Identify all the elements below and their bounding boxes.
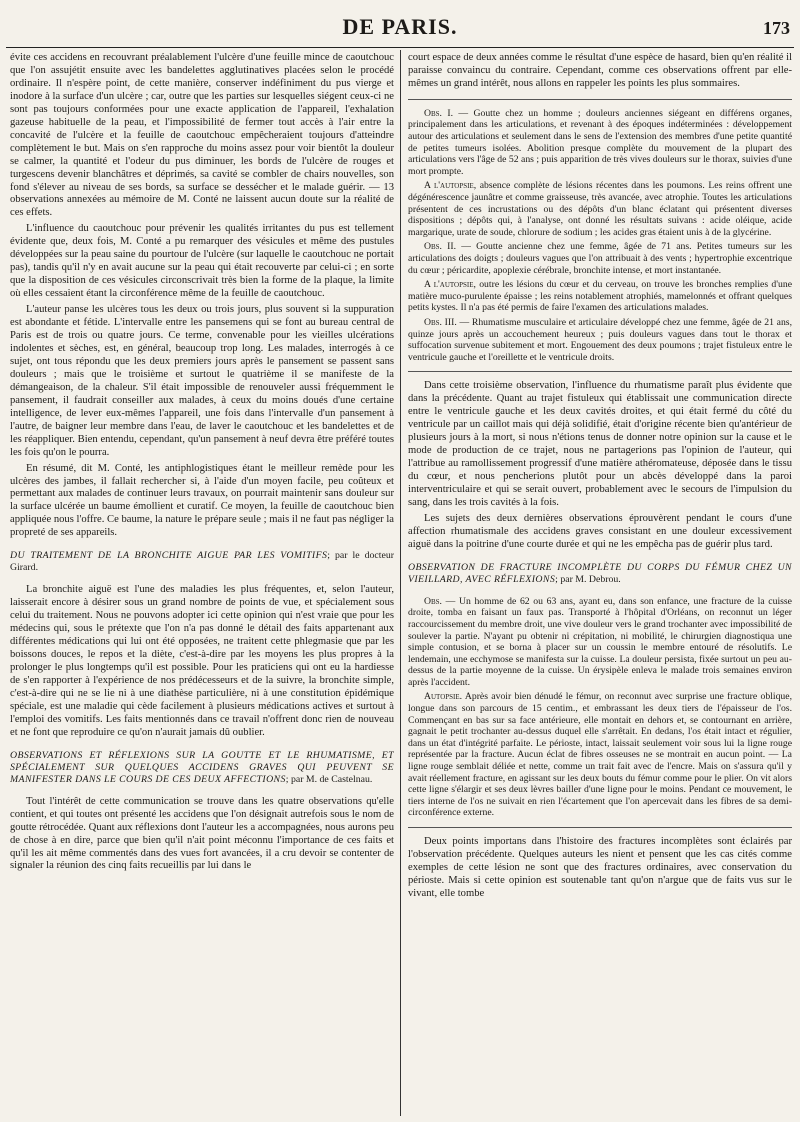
column-divider [400,50,401,1116]
section-author: ; par le docteur Girard. [10,550,394,574]
obs-text: — Goutte chez un homme ; douleurs anciennes siégeant en différens organes, principalement dans les articulations, et revenant à des époques indéterminées : développement autour des articulations et seulement dans le sens de l'extension des membres d'une petite quantité de petites tumeurs isolées. Abolition presque complète du mouvement de la plupart des articulations vers l'âge de 52 ans ; puis apparition de très vives douleurs sur le thorax, suivies d'une mort prompte. [408,107,792,177]
section-heading-bronchite [10,550,394,574]
obs-text: — Un homme de 62 ou 63 ans, ayant eu, dans son enfance, une fracture de la cuisse droite, tomba en faisant un faux pas. Transporté à l'hôpital d'Orléans, on reconnut un léger raccourcissement du membre droit, une vive douleur vers le grand trochanter avec impossibilité de soulever la partie. N'ayant pu obtenir ni crépitation, ni mobilité, le chirurgien diagnostiqua une simple contusion, et se borna à placer sur un coussin le membre entouré de résolutifs. Le lendemain, une ecchymose se manifesta sur la cuisse. La douleur persista, fixée surtout un peu au-dessus de la partie moyenne de la cuisse. Un érysipèle enleva le malade trois semaines environ après l'accident. [408,595,792,688]
autopsy-text: , absence complète de lésions récentes dans les poumons. Les reins offrent une dégénérescence jaunâtre et comme graisseuse, très avancée, avec atrophie. Toutes les articulations présentent de ces incrustations ou des dépôts d'un blanc éclatant qui présentent diverses dispositions ; dépôts qui, à l'analyse, ont donné les résultats suivans : acide oléique, acide margarique, urate de soude, chlorure de sodium ; les acides gras étaient unis à de la glycérine. [408,180,792,238]
observation-3 [408,317,792,363]
paragraph: court espace de deux années comme le résultat d'une espèce de hasard, bien qu'en réalité il paraisse convaincu du contraire. Cependant, comme ces observations offrent par elle-mêmes un grand intérêt, nous allons en rappeler les points les plus sommaires. [408,52,792,89]
paragraph: L'auteur panse les ulcères tous les deux ou trois jours, plus souvent si la suppuration est abondante et fétide. L'intervalle entre les pansemens qui se font au bureau central de Paris est de trois ou quatre jours. Ce terme, convenable pour les vieilles ulcérations indolentes et sèches, est, en général, beaucoup trop long. Les malades, interrogés à ce sujet, ont tous répondu que les deux premiers jours après le pansement se passent sans douleurs ; mais que le troisième et surtout le quatrième il se manifeste de la démangeaison, de la chaleur. S'il était impossible de renouveler aussi fréquemment le pansement, il faudrait conseiller aux malades, à ceux du moins doués d'une certaine intelligence, de lever eux-mêmes l'appareil, une fois dans l'intervalle d'un pansement à l'autre, de baigner leur membre dans l'eau, de laver le caoutchouc et les bandelettes et de les réappliquer. Bien entendu, cependant, qu'un pansement à neuf devra être préféré toutes les fois qu'on le pourra. [10,304,394,458]
obs-text: — Rhumatisme musculaire et articulaire développé chez une femme, âgée de 21 ans, quinze jours après un accouchement heureux ; puis douleurs vagues dans tout le thorax et suffocation survenue subitement et mort. Engouement des deux poumons ; trajet fistuleux entre le ventricule gauche et l'oreillette et le ventricule droits. [408,316,792,363]
autopsy-3 [408,691,792,819]
obs-label: Obs. II. [424,241,457,253]
paragraph: évite ces accidens en recouvrant préalablement l'ulcère d'une feuille mince de caoutchouc que l'on assujétit ensuite avec les bandelettes agglutinatives placées selon le procédé ordinaire. Il n'espère point, de cette manière, conserver indéfiniment du pus vierge et inodore à la surface d'un ulcère ; car, outre que les parties sur lesquelles siégent ceux-ci ne sont pas toujours conformées pour une exacte application de l'appareil, l'exhalation gazeuse habituelle de la peau, et l'impossibilité de fermer tout accès à l'air entre la concavité de l'ulcère et la feuille de caoutchouc empêcheraient toujours d'atteindre complètement le but. Mais on s'en rapproche du moins assez pour voir bientôt la douleur se calmer, la quantité et l'odeur du pus diminuer, les bords de l'ulcère de rouges et turgescens devenir blanchâtres et déprimés, sa cavité se combler de chairs nouvelles, son fond s'élever au niveau de ses bords, sa surface se dessécher et le malade guérir. — 13 observations annexées au mémoire de M. Conté ne laissent aucun doute sur la réalité de ces effets. [10,52,394,219]
section-title: DU TRAITEMENT DE LA BRONCHITE AIGUE PAR LES VOMITIFS [10,550,328,562]
section-title: OBSERVATION DE FRACTURE INCOMPLÈTE DU CORPS DU FÉMUR CHEZ UN VIEILLARD, AVEC RÉFLEXIONS [408,561,792,585]
page-number: 173 [763,18,790,38]
autopsy-text: , outre les lésions du cœur et du cerveau, on trouve les bronches remplies d'une matière muco-purulente épaisse ; les reins notablement atrophiés, mamelonnés et offrant quelques petits kystes. Il n'a pas été permis de faire l'examen des articulations malades. [408,279,792,314]
obs-text: — Goutte ancienne chez une femme, âgée de 71 ans. Petites tumeurs sur les articulations des doigts ; douleurs vagues que l'on attribuait à des vents ; hypertrophie excentrique du cœur ; péricardite, apoplexie cérébrale, bronchite intense, et mort instantanée. [408,241,792,276]
paragraph: Les sujets des deux dernières observations éprouvèrent pendant le cours d'une affection rhumatismale des accidens graves consistant en une douleur excessivement aiguë dans la poitrine d'une courte durée et qui ne les empêcha pas de guérir plus tard. [408,512,792,550]
paragraph: La bronchite aiguë est l'une des maladies les plus fréquentes, et, selon l'auteur, laisserait encore à désirer sous un grand nombre de points de vue, et spécialement sous celui du traitement. Nous ne pouvons adopter ici cette opinion qui n'est vraie que pour les médecins qui, sous le prétexte que l'on n'a pas donné le détail des faits appartenant aux différentes médications qui lui ont été opposées, ne traitent cette phlegmasie que par les boissons douces, le repos et la diète, c'est-à-dire par les moyens les plus propres à la prolonger le plus longtemps qu'il est possible. Pour les praticiens qui ont eu la hardiesse de s'en rapporter à l'expérience de nos prédécesseurs et de la suivre, la bronchite simple, c'est-à-dire qui ne se lie ni à une diathèse particulière, ni à une constitution épidémique spéciale, est une maladie qui cède facilement à plusieurs médications actives et surtout à l'emploi des vomitifs. Les faits mentionnés dans ce travail n'offrent donc rien de nouveau et ne font que reproduire ce qu'on n'aurait jamais dû oublier. [10,584,394,738]
autopsy-label: A l'autopsie [424,279,474,291]
paragraph: Dans cette troisième observation, l'influence du rhumatisme paraît plus évidente que dans la précédente. Quant au trajet fistuleux qui établissait une communication directe entre le ventricule gauche et les deux cavités droites, et qui était fermé du côté du ventricule par un caillot mais qui déjà solidifié, était d'origine récente bien qu'antérieur de plusieurs jours à la mort, si nous n'étions tenus de donner notre opinion sur la cause et le mode de production de ce trajet, nous ne partagerions pas l'opinion de l'auteur, qui l'attribue au ramollissement progressif d'une matière athéromateuse, déposée dans le tissu du cœur, et nous pencherions plutôt pour un abcès développé dans la paroi interventriculaire et qui se serait ouvert, probablement avec le secours de l'impulsion du sang, dans les trois cavités à la fois. [408,380,792,508]
obs-label: Obs. III. [424,316,457,328]
observation-1 [408,108,792,178]
paragraph: Deux points importans dans l'histoire des fractures incomplètes sont éclairés par l'observation précédente. Quelques auteurs les nient et pensent que les cas cités comme exemples de cette lésion ne sont que des fractures ordinaires, avec conservation du périoste. Mais si cette opinion est soutenable tant qu'on n'argue que de faits vus sur le vivant, elle tombe [408,836,792,899]
paragraph: Tout l'intérêt de cette communication se trouve dans les quatre observations qu'elle contient, et qui toutes ont présenté les accidens que l'on désignait autrefois sous le nom de goutte rétrocédée. Quant aux réflexions dont l'auteur les a accompagnées, nous aurons peu de chose à en dire, parce que bien qu'il n'ait point méconnu l'importance de ces faits et qu'il les ait même commentés dans des vues fort avancées, il a cru devoir se contenter de signaler la réunion des cinq faits recueillis par lui dans le [10,795,394,872]
page-header [0,0,800,44]
autopsy-label: Autopsie. [424,691,463,703]
right-column [408,52,792,1116]
autopsy-2 [408,279,792,314]
section-author: ; par M. Debrou. [555,573,621,585]
obs-label: Obs. I. [424,107,454,119]
section-heading-goutte [10,750,394,786]
autopsy-label: A l'autopsie [424,180,474,192]
journal-title: DE PARIS. [342,14,458,39]
separator [408,827,792,828]
section-author: ; par M. de Castelnau. [285,773,373,785]
paragraph: En résumé, dit M. Conté, les antiphlogistiques étant le meilleur remède pour les ulcères des jambes, il fallait rechercher si, à l'aide d'un moyen facile, peu coûteux et permettant aux malades de continuer leurs travaux, on pourrait maintenir sans douleur sur la surface ulcérée un baume émollient et curatif. Ce moyen, la feuille de caoutchouc bien appliquée nous l'offre. Ce baume, la nature le prépare seule ; mais il ne faut pas négliger la propreté de ses appareils. [10,462,394,539]
section-title: OBSERVATIONS ET RÉFLEXIONS SUR LA GOUTTE ET LE RHUMATISME, ET SPÉCIALEMENT SUR QUELQUES ACCIDENS GRAVES QUI PEUVENT SE MANIFESTER DANS LE COURS DE CES DEUX AFFECTIONS [10,749,394,785]
observation-2 [408,241,792,276]
autopsy-text: Après avoir bien dénudé le fémur, on reconnut avec surprise une fracture oblique, longue dans son parcours de 15 centim., et embrassant les deux tiers de l'épaisseur de l'os. Commençant en bas sur sa face antérieure, elle montait en dehors et, se contournant en arrière, gagnait le petit trochanter au-dessus duquel elle s'arrêtait. En dedans, l'os était intact et régulier, dans un état d'intégrité parfaite. Le périoste, intact, laissait seulement voir sous lui la ligne rouge représentée par la fracture. Aucun éclat de fibres osseuses ne se montrait en aucun point. — La ligne rouge semblait déliée et nette, comme un trait fait avec de l'encre. Mais on s'assura qu'il y avait réellement fracture, en agissant sur les deux bouts du fémur comme pour le plier. On vit alors cette ligne s'élargir et ses deux lèvres bailler d'une ligne pour le moins. Pendant ce mouvement, le tiers interne de l'os ne suivait en rien l'écartement que l'on apercevait dans les fibres de sa demi-circonférence externe. [408,691,792,819]
section-heading-fracture [408,562,792,586]
header-rule [6,47,794,48]
observation-4 [408,596,792,689]
obs-label: Obs. [424,595,442,607]
separator [408,371,792,372]
paragraph: L'influence du caoutchouc pour prévenir les qualités irritantes du pus est tellement évidente que, deux fois, M. Conté a pu remarquer des vésicules et même des pustules développées sur la peau saine du pourtour de l'ulcère (sur laquelle le caoutchouc ne portait pas), tandis qu'il n'y en avait aucune sur la peau qui était recouverte par celui-ci ; en sorte que la disposition de ces vésicules circonscrivait très bien la forme de la plaque, la limite où elles cessaient étant la circonférence même de la feuille de caoutchouc. [10,223,394,300]
autopsy-1 [408,180,792,238]
separator [408,99,792,100]
left-column [10,52,394,1116]
